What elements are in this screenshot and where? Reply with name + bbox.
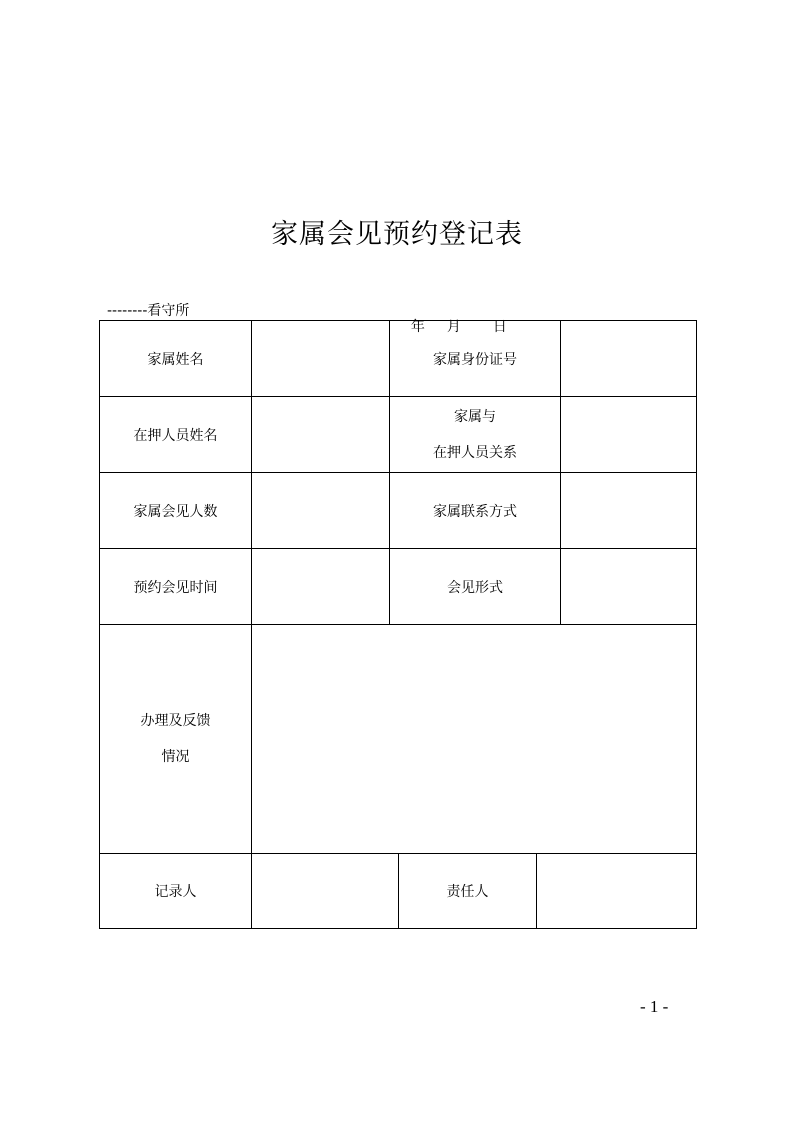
visitor-count-field[interactable] [252, 473, 390, 549]
table-row [100, 321, 697, 397]
day-label: 日 [492, 319, 507, 335]
family-name-field[interactable] [252, 321, 390, 397]
recorder-field[interactable] [252, 854, 399, 929]
family-id-label: 家属身份证号 [390, 321, 561, 397]
handling-feedback-label [100, 625, 252, 854]
year-label: 年 [410, 319, 425, 335]
family-contact-label: 家属联系方式 [390, 473, 561, 549]
family-name-label: 家属姓名 [100, 321, 252, 397]
detainee-name-field[interactable] [252, 397, 390, 473]
appointment-time-label: 预约会见时间 [100, 549, 252, 625]
page-number: - 1 - [640, 997, 669, 1016]
document-title: 家属会见预约登记表 [271, 219, 523, 250]
table-row [100, 473, 697, 549]
appointment-time-field[interactable] [252, 549, 390, 625]
table-row [100, 854, 697, 929]
recorder-label: 记录人 [100, 854, 252, 929]
handling-feedback-field[interactable] [252, 625, 697, 854]
registration-form-table [99, 320, 697, 929]
handling-feedback-line2: 情况 [161, 749, 190, 765]
detention-center-name: --------看守所 [107, 303, 190, 319]
relation-label [390, 397, 561, 473]
relation-label-line2: 在押人员关系 [433, 444, 517, 461]
visit-form-field[interactable] [561, 549, 697, 625]
detainee-name-label: 在押人员姓名 [100, 397, 252, 473]
month-label: 月 [446, 319, 461, 335]
visitor-count-label: 家属会见人数 [100, 473, 252, 549]
responsible-field[interactable] [537, 854, 697, 929]
table-row [100, 397, 697, 473]
table-row [100, 549, 697, 625]
visit-form-label: 会见形式 [390, 549, 561, 625]
table-row [100, 625, 697, 854]
family-contact-field[interactable] [561, 473, 697, 549]
handling-feedback-line1: 办理及反馈 [140, 713, 211, 729]
family-id-field[interactable] [561, 321, 697, 397]
responsible-label: 责任人 [399, 854, 537, 929]
relation-field[interactable] [561, 397, 697, 473]
relation-label-line1: 家属与 [454, 408, 496, 425]
